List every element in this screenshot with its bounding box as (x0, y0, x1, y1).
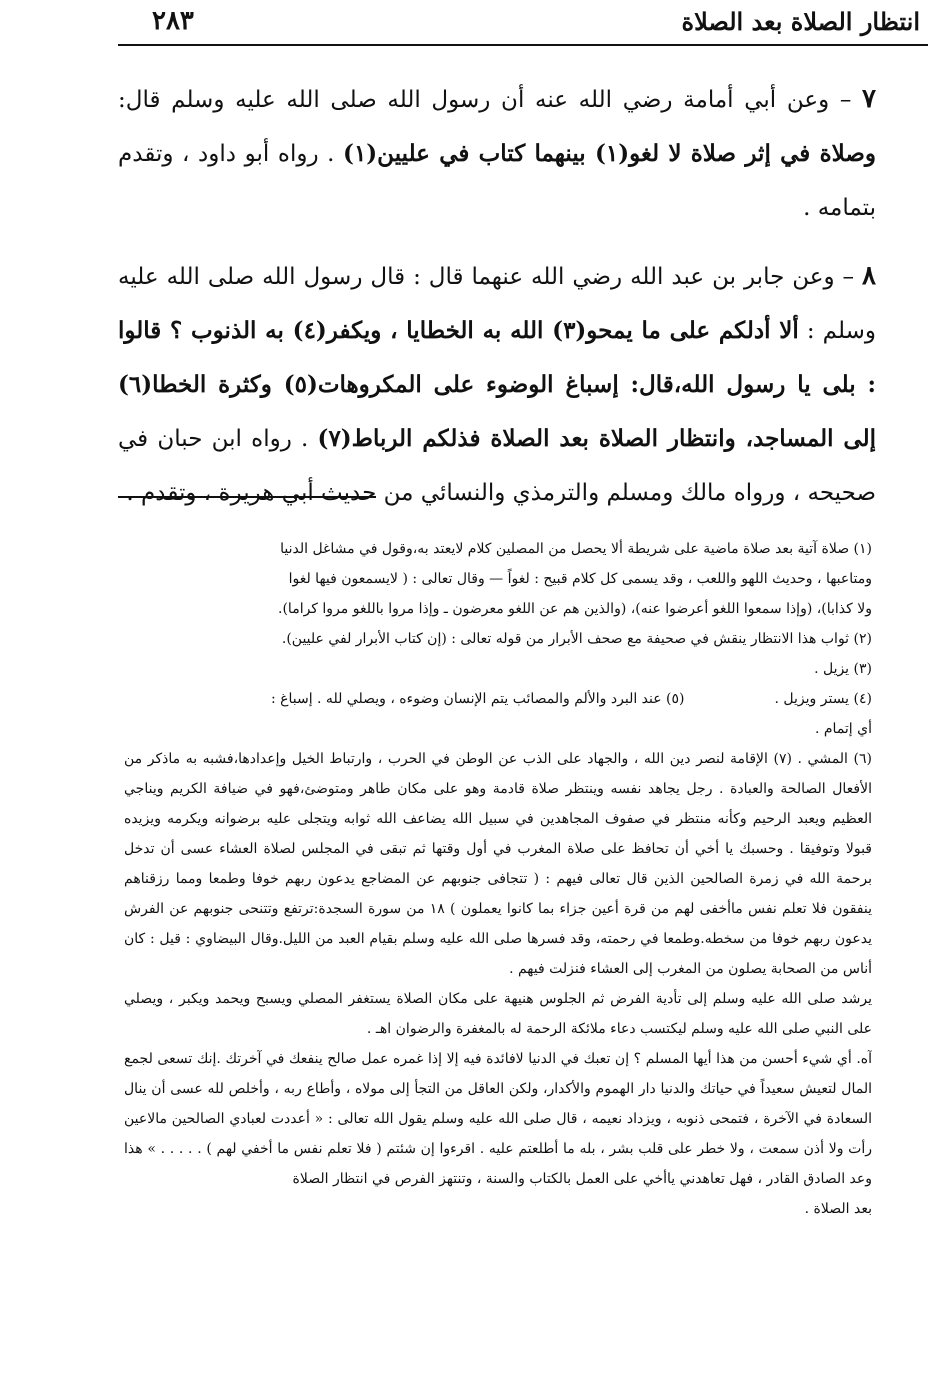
footnote-4: (٤) يستر ويزيل . (774, 691, 872, 707)
footnote-separator (118, 496, 376, 498)
commentary-paragraph-2: يرشد صلى الله عليه وسلم إلى تأدية الفرض ثم الجلوس هنيهة على مكان الصلاة يستغفر المصلي ويسبح ويحمد ويكبر ، ويصلي على النبي صلى الله عليه وسلم ليكتسب دعاء ملائكة الرحمة له بالمغفرة والرضوان اهـ . (124, 991, 872, 1037)
hadith-8-intro: – وعن جابر بن عبد الله رضي الله عنهما قال : قال رسول الله صلى الله عليه وسلم : (118, 264, 876, 344)
hadith-8-source: . رواه ابن حبان في صحيحه ، ورواه مالك ومسلم والترمذي والنسائي من حديث أبي هريرة ، وتقدم . (118, 426, 876, 506)
hadith-7-intro: – وعن أبي أمامة رضي الله عنه أن رسول الله صلى الله عليه وسلم قال: (118, 87, 852, 113)
footnote-6: (٦) المشي . (797, 751, 872, 767)
commentary-paragraph-3: آه. أي شيء أحسن من هذا أيها المسلم ؟ إن تعبك في الدنيا لافائدة فيه إلا إذا غمره عمل صالح ينفعك في آخرتك .إنك تسعى لجمع المال لتعيش سعيداً في حياتك والدنيا دار الهموم والأكدار، ولكن العاقل من التجأ إلى مولاه ، وأطاع ربه ، وأخلص لله عسى أن ينال السعادة في الآخرة ، فتمحى ذنوبه ، ويزداد نعيمه ، قال صلى الله عليه وسلم يقول الله تعالى : « أعددت لعبادي الصالحين مالاعين رأت ولا أذن سمعت ، ولا خطر على قلب بشر ، بله ما أطلعتم عليه . اقرءوا إن شئتم ( فلا تعلم نفس ما أخفي لهم ) . . . . . » هذا وعد الصادق القادر ، فهل تعاهدني ياأخي على العمل بالكتاب والسنة ، وتنتهز الفرص في انتظار الصلاة (124, 1051, 872, 1187)
commentary-last-line: بعد الصلاة . (804, 1201, 872, 1217)
hadith-8-quote: ألا أدلكم على ما يمحو(٣) الله به الخطايا ، ويكفر(٤) به الذنوب ؟ قالوا : بلى يا رسول الله،قال: إسباغ الوضوء على المكروهات(٥) وكثرة الخطا(٦) إلى المساجد، وانتظار الصلاة بعد الصلاة فذلكم الرباط(٧) (118, 317, 876, 452)
footnotes (124, 534, 872, 1224)
footnote-1-line-2: ومتاعبها ، وحديث اللهو واللعب ، وقد يسمى كل كلام قبيح : لغواً — وقال تعالى : ( لايسمعون فيها لغوا (288, 571, 872, 587)
hadith-7-quote: وصلاة في إثر صلاة لا لغو(١) بينهما كتاب في عليين(١) (343, 140, 876, 167)
chapter-title: انتظار الصلاة بعد الصلاة (681, 7, 920, 36)
hadith-8 (118, 249, 876, 520)
main-text (118, 72, 876, 534)
footnote-2: (٢) ثواب هذا الانتظار ينقش في صحيفة مع صحف الأبرار من قوله تعالى : (إن كتاب الأبرار لفي عليين). (281, 631, 872, 647)
footnote-1-line-1: (١) صلاة آتية بعد صلاة ماضية على شريطة ألا يحصل من المصلين كلام لايعتد به،وقول في مشاغل الدنيا (280, 541, 872, 557)
hadith-7 (118, 72, 876, 235)
page-header (118, 0, 928, 46)
page-number: ٢٨٣ (152, 6, 194, 36)
hadith-8-number: ٨ (862, 261, 876, 291)
footnote-1-line-3: ولا كذابا)، (وإذا سمعوا اللغو أعرضوا عنه)، (والذين هم عن اللغو معرضون ـ وإذا مروا باللغو مروا كراما). (278, 601, 872, 617)
footnote-5: (٥) عند البرد والألم والمصائب يتم الإنسان وضوءه ، ويصلي لله . إسباغ : (270, 691, 685, 707)
hadith-7-source: . رواه أبو داود ، وتقدم بتمامه . (118, 141, 876, 221)
footnote-6-7 (124, 744, 872, 984)
footnote-3: (٣) يزيل . (814, 661, 872, 677)
hadith-7-number: ٧ (862, 84, 877, 114)
footnote-4-5-row (124, 684, 872, 714)
footnote-5-continuation: أي إتمام . (814, 721, 872, 737)
footnote-7: (٧) الإقامة لنصر دين الله ، والجهاد على الذب عن الوطن في الحرب ، وارتباط الخيل وإعدادها،فشبه به ماذكر من الأفعال الصالحة والعبادة . رجل يجاهد نفسه وينتظر صلاة قادمة وهو على مكان طاهر ومتوضئ،فهو في ضيافة الكريم ويناجي العظيم ويعبد الرحيم وكأنه منتظر في صفوف المجاهدين في سبيل الله يضاعف الله ثوابه ويتجلى عليه برضوانه ويكرمه ويزيده قبولا وتوفيقا . وحسبك يا أخي أن تحافظ على صلاة المغرب في أول وقتها ثم تبقى في المجلس لصلاة العشاء عسى أن تدخل برحمة الله في زمرة الصالحين الذين قال تعالى فيهم : ( تتجافى جنوبهم عن المضاجع يدعون ربهم خوفا وطمعا ومما رزقناهم ينفقون فلا تعلم نفس ماأخفى لهم من قرة أعين جزاء بما كانوا يعملون ) ١٨ من سورة السجدة:ترتفع وتتنحى جنوبهم عن الفرش يدعون ربهم خوفا من سخطه.وطمعا في رحمته، وقد فسرها صلى الله عليه وسلم بقيام العبد من الليل.وقال البيضاوي : قيل : كان أناس من الصحابة يصلون من المغرب إلى العشاء فنزلت فيهم . (124, 751, 872, 977)
